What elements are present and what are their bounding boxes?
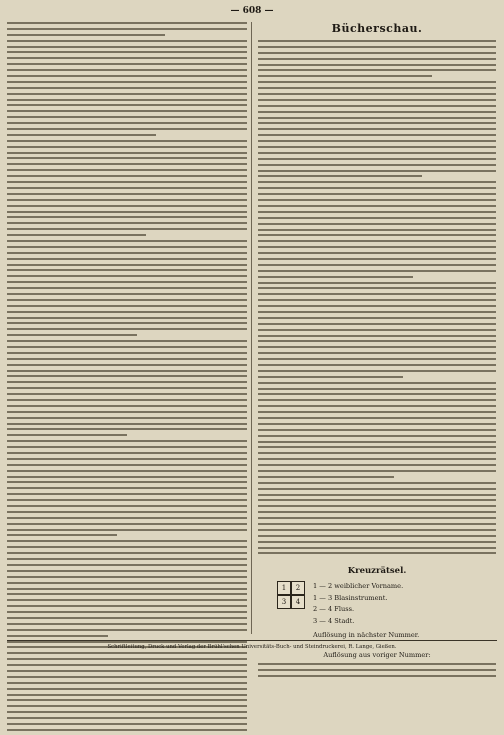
text-line	[258, 499, 496, 501]
puzzle-cell: 4	[291, 595, 305, 609]
text-line	[7, 434, 127, 436]
text-line	[7, 281, 247, 283]
left-article-text	[7, 22, 247, 735]
text-line	[7, 163, 247, 165]
text-line	[7, 93, 247, 95]
text-line	[7, 199, 247, 201]
text-line	[7, 570, 247, 572]
text-line	[258, 405, 496, 407]
text-line	[7, 305, 247, 307]
text-line	[258, 547, 496, 549]
text-line	[7, 617, 247, 619]
text-line	[7, 258, 247, 260]
text-line	[258, 458, 496, 460]
text-line	[7, 694, 247, 696]
text-line	[7, 446, 247, 448]
text-line	[258, 335, 496, 337]
text-line	[258, 488, 496, 490]
text-line	[7, 110, 247, 112]
text-line	[258, 93, 496, 95]
text-line	[258, 388, 496, 390]
text-line	[7, 393, 247, 395]
text-line	[258, 675, 496, 677]
text-line	[7, 629, 247, 631]
text-line	[7, 317, 247, 319]
text-line	[7, 381, 247, 383]
text-line	[258, 523, 496, 525]
text-line	[7, 511, 247, 513]
text-line	[258, 99, 496, 101]
publisher-footer: Schriftleitung, Druck und Verlag der Brühl'schen Universitäts-Buch- und Steindruckerei, R. Lange, Gießen.	[107, 644, 397, 650]
puzzle-row: 1 — 3 Blasinstrument.	[313, 593, 388, 602]
text-line	[258, 317, 496, 319]
text-line	[258, 293, 496, 295]
text-line	[7, 523, 247, 525]
text-line	[7, 417, 247, 419]
text-line	[258, 517, 496, 519]
text-line	[7, 534, 117, 536]
puzzle-cell: 2	[291, 581, 305, 595]
text-line	[258, 423, 496, 425]
text-line	[7, 705, 247, 707]
text-line	[7, 299, 247, 301]
text-line	[258, 529, 496, 531]
text-line	[7, 340, 247, 342]
text-line	[7, 358, 247, 360]
text-line	[258, 364, 496, 366]
text-line	[7, 99, 247, 101]
text-line	[7, 69, 247, 71]
text-line	[258, 663, 496, 665]
text-line	[7, 264, 247, 266]
text-line	[258, 199, 496, 201]
text-line	[7, 287, 247, 289]
text-line	[258, 105, 496, 107]
text-line	[7, 670, 247, 672]
text-line	[258, 446, 496, 448]
text-line	[7, 658, 247, 660]
text-line	[258, 181, 496, 183]
text-line	[7, 116, 247, 118]
text-line	[7, 228, 247, 230]
text-line	[258, 205, 496, 207]
text-line	[7, 328, 247, 330]
text-line	[7, 246, 247, 248]
text-line	[7, 464, 247, 466]
text-line	[7, 122, 247, 124]
text-line	[258, 117, 496, 119]
text-line	[7, 440, 247, 442]
text-line	[7, 423, 247, 425]
text-line	[7, 205, 247, 207]
text-line	[7, 723, 247, 725]
text-line	[7, 652, 247, 654]
section-title: Bücherschau.	[331, 22, 423, 35]
text-line	[7, 593, 247, 595]
text-line	[258, 81, 496, 83]
text-line	[7, 664, 247, 666]
text-line	[7, 458, 247, 460]
answer-verse	[258, 663, 496, 681]
text-line	[7, 364, 247, 366]
text-line	[7, 676, 247, 678]
text-line	[7, 405, 247, 407]
text-line	[7, 546, 247, 548]
text-line	[258, 358, 496, 360]
text-line	[258, 87, 496, 89]
text-line	[258, 40, 496, 42]
text-line	[258, 187, 496, 189]
text-line	[258, 276, 413, 278]
text-line	[7, 152, 247, 154]
text-line	[7, 322, 247, 324]
text-line	[7, 428, 247, 430]
text-line	[7, 605, 247, 607]
text-line	[258, 299, 496, 301]
text-line	[7, 599, 247, 601]
text-line	[7, 216, 247, 218]
text-line	[7, 499, 247, 501]
text-line	[258, 46, 496, 48]
puzzle-note: Auflösung in nächster Nummer.	[313, 631, 420, 640]
text-line	[258, 140, 496, 142]
text-line	[7, 128, 247, 130]
text-line	[258, 376, 403, 378]
text-line	[258, 128, 496, 130]
text-line	[258, 111, 496, 113]
text-line	[7, 623, 247, 625]
text-line	[7, 699, 247, 701]
text-line	[258, 164, 496, 166]
puzzle-grid	[277, 581, 305, 609]
text-line	[7, 140, 247, 142]
text-line	[258, 270, 496, 272]
text-line	[7, 375, 247, 377]
text-line	[258, 282, 496, 284]
text-line	[258, 452, 496, 454]
text-line	[7, 540, 247, 542]
text-line	[258, 482, 496, 484]
text-line	[258, 311, 496, 313]
text-line	[7, 28, 247, 30]
text-line	[258, 441, 496, 443]
text-line	[7, 222, 247, 224]
book-review-text	[258, 40, 496, 558]
text-line	[7, 252, 247, 254]
text-line	[258, 217, 496, 219]
text-line	[7, 505, 247, 507]
text-line	[258, 435, 496, 437]
text-line	[7, 717, 247, 719]
text-line	[7, 51, 247, 53]
text-line	[7, 211, 247, 213]
text-line	[258, 411, 496, 413]
text-line	[258, 234, 496, 236]
text-line	[7, 452, 247, 454]
text-line	[258, 476, 394, 478]
text-line	[258, 552, 496, 554]
text-line	[258, 352, 496, 354]
text-line	[258, 541, 496, 543]
text-line	[7, 104, 247, 106]
text-line	[7, 564, 247, 566]
text-line	[258, 223, 496, 225]
text-line	[258, 52, 496, 54]
puzzle-title: Kreuzrätsel.	[347, 566, 407, 577]
text-line	[258, 122, 496, 124]
text-line	[258, 464, 496, 466]
text-line	[258, 505, 496, 507]
text-line	[258, 158, 496, 160]
text-line	[7, 234, 146, 236]
text-line	[7, 352, 247, 354]
text-line	[258, 64, 496, 66]
text-line	[7, 370, 247, 372]
text-line	[258, 58, 496, 60]
answer-label: Auflösung aus voriger Nummer:	[323, 651, 431, 660]
text-line	[258, 134, 496, 136]
text-line	[258, 246, 496, 248]
puzzle-row: 2 — 4 Fluss.	[313, 605, 355, 614]
text-line	[7, 552, 247, 554]
puzzle-row: 1 — 2 weiblicher Vorname.	[313, 582, 404, 591]
text-line	[7, 175, 247, 177]
text-line	[258, 494, 496, 496]
text-line	[258, 393, 496, 395]
text-line	[7, 169, 247, 171]
text-line	[258, 240, 496, 242]
text-line	[7, 688, 247, 690]
left-column	[7, 22, 247, 634]
text-line	[7, 517, 247, 519]
puzzle-cell: 1	[277, 581, 291, 595]
text-line	[7, 588, 247, 590]
text-line	[7, 157, 247, 159]
text-line	[7, 682, 247, 684]
text-line	[7, 399, 247, 401]
text-line	[258, 417, 496, 419]
text-line	[258, 211, 496, 213]
text-line	[7, 63, 247, 65]
text-line	[7, 476, 247, 478]
text-line	[7, 181, 247, 183]
text-line	[7, 57, 247, 59]
text-line	[7, 334, 137, 336]
text-line	[7, 81, 247, 83]
text-line	[258, 175, 422, 177]
text-line	[7, 193, 247, 195]
text-line	[258, 264, 496, 266]
page-number: — 608 —	[230, 6, 274, 16]
text-line	[7, 711, 247, 713]
text-line	[7, 346, 247, 348]
text-line	[7, 611, 247, 613]
text-line	[7, 558, 247, 560]
text-line	[258, 340, 496, 342]
text-line	[7, 269, 247, 271]
text-line	[7, 146, 247, 148]
text-line	[258, 152, 496, 154]
text-line	[258, 287, 496, 289]
text-line	[7, 134, 156, 136]
text-line	[7, 470, 247, 472]
text-line	[258, 429, 496, 431]
text-line	[258, 305, 496, 307]
text-line	[258, 470, 496, 472]
puzzle-cell: 3	[277, 595, 291, 609]
puzzle-rows	[313, 581, 477, 627]
puzzle-row: 3 — 4 Stadt.	[313, 616, 355, 625]
text-line	[7, 582, 247, 584]
text-line	[258, 193, 496, 195]
text-line	[7, 187, 247, 189]
text-line	[258, 669, 496, 671]
right-column	[258, 22, 496, 660]
text-line	[7, 576, 247, 578]
text-line	[258, 511, 496, 513]
crossword-puzzle	[277, 581, 477, 641]
text-line	[258, 69, 496, 71]
text-line	[7, 87, 247, 89]
text-line	[258, 382, 496, 384]
text-line	[7, 387, 247, 389]
column-divider	[251, 22, 252, 634]
text-line	[7, 46, 247, 48]
text-line	[7, 487, 247, 489]
text-line	[7, 729, 247, 731]
text-line	[258, 329, 496, 331]
text-line	[7, 293, 247, 295]
text-line	[258, 146, 496, 148]
text-line	[7, 481, 247, 483]
text-line	[258, 170, 496, 172]
footer-rule	[7, 640, 497, 641]
text-line	[258, 399, 496, 401]
text-line	[258, 370, 496, 372]
text-line	[7, 411, 247, 413]
text-line	[7, 22, 247, 24]
text-line	[258, 323, 496, 325]
text-line	[7, 40, 247, 42]
text-line	[258, 229, 496, 231]
text-line	[7, 493, 247, 495]
text-line	[258, 258, 496, 260]
text-line	[258, 346, 496, 348]
text-line	[7, 275, 247, 277]
text-line	[7, 240, 247, 242]
text-line	[7, 529, 247, 531]
text-line	[258, 75, 432, 77]
text-line	[258, 535, 496, 537]
text-line	[258, 252, 496, 254]
text-line	[7, 635, 108, 637]
text-line	[7, 34, 165, 36]
text-line	[7, 311, 247, 313]
text-line	[7, 75, 247, 77]
